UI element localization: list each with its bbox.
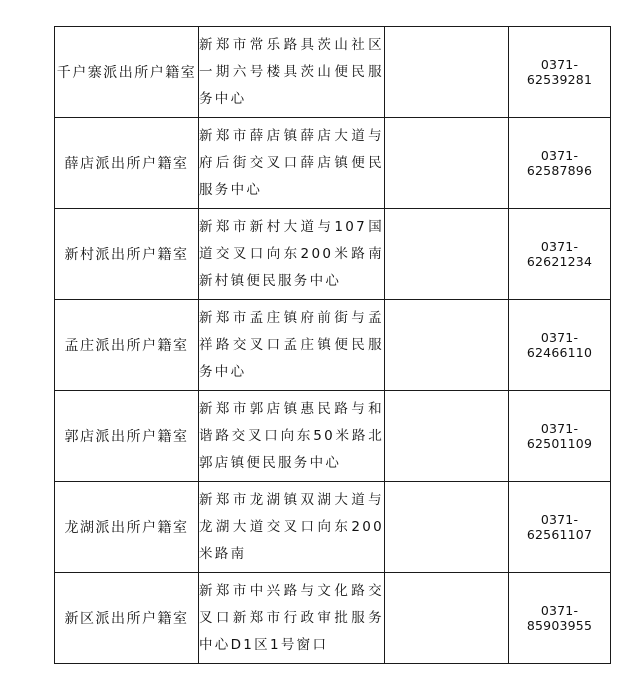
table-row (55, 118, 611, 209)
hours-cell (385, 300, 509, 391)
table-row (55, 482, 611, 573)
address-cell (199, 118, 385, 209)
phone-cell: 0371-85903955 (509, 573, 611, 664)
address-text: 新郑市薛店镇薛店大道与府后街交叉口薛店镇便民服务中心 (199, 127, 384, 198)
phone-cell: 0371-62466110 (509, 300, 611, 391)
phone-cell: 0371-62587896 (509, 118, 611, 209)
phone-cell: 0371-62539281 (509, 27, 611, 118)
hours-cell (385, 209, 509, 300)
table-row (55, 573, 611, 664)
hours-cell (385, 27, 509, 118)
address-cell (199, 209, 385, 300)
office-name-cell: 薛店派出所户籍室 (55, 118, 199, 209)
household-registration-office-table (54, 26, 611, 664)
office-name-cell: 千户寨派出所户籍室 (55, 27, 199, 118)
address-text: 新郑市中兴路与文化路交叉口新郑市行政审批服务中心D1区1号窗口 (199, 582, 384, 653)
table-row (55, 391, 611, 482)
address-cell (199, 482, 385, 573)
address-text: 新郑市郭店镇惠民路与和谐路交叉口向东50米路北郭店镇便民服务中心 (199, 400, 384, 471)
hours-cell (385, 391, 509, 482)
office-name-cell: 新村派出所户籍室 (55, 209, 199, 300)
hours-cell (385, 573, 509, 664)
phone-cell: 0371-62501109 (509, 391, 611, 482)
table-row (55, 209, 611, 300)
address-text: 新郑市孟庄镇府前街与孟祥路交叉口孟庄镇便民服务中心 (199, 309, 384, 380)
address-text: 新郑市常乐路具茨山社区一期六号楼具茨山便民服务中心 (199, 36, 384, 107)
office-name-cell: 郭店派出所户籍室 (55, 391, 199, 482)
phone-cell: 0371-62621234 (509, 209, 611, 300)
table-row (55, 300, 611, 391)
office-name-cell: 新区派出所户籍室 (55, 573, 199, 664)
address-cell (199, 391, 385, 482)
office-name-cell: 孟庄派出所户籍室 (55, 300, 199, 391)
address-cell (199, 573, 385, 664)
address-cell (199, 300, 385, 391)
hours-cell (385, 482, 509, 573)
office-name-cell: 龙湖派出所户籍室 (55, 482, 199, 573)
address-text: 新郑市龙湖镇双湖大道与龙湖大道交叉口向东200米路南 (199, 491, 384, 562)
address-text: 新郑市新村大道与107国道交叉口向东200米路南新村镇便民服务中心 (199, 218, 384, 289)
address-cell (199, 27, 385, 118)
hours-cell (385, 118, 509, 209)
phone-cell: 0371-62561107 (509, 482, 611, 573)
table-row (55, 27, 611, 118)
